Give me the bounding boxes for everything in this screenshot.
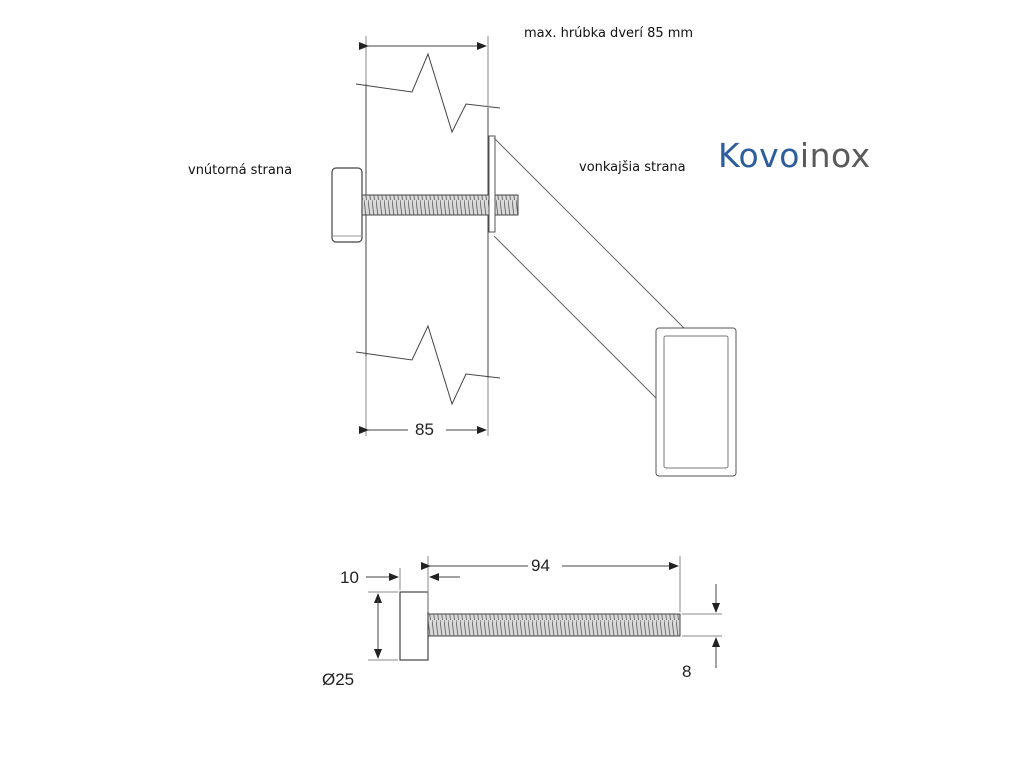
thread-diameter-value: 8: [682, 662, 692, 681]
head-thickness-value: 10: [340, 568, 359, 587]
screw-thread: [428, 614, 680, 636]
screw-head-inner: [332, 168, 362, 242]
outer-side-label: vonkajšia strana: [579, 160, 686, 175]
head-diameter-value: Ø25: [322, 670, 355, 689]
handle-profile: [656, 328, 736, 476]
door-section: [356, 36, 500, 436]
logo-part-inox: inox: [799, 136, 871, 175]
door-thickness-value: 85: [415, 420, 434, 439]
screw-detail: [400, 592, 680, 660]
kovoinox-logo: [718, 136, 871, 175]
screw-length-dimension: [428, 556, 680, 612]
logo-part-kovo: Kovo: [718, 136, 800, 175]
screw-length-value: 94: [531, 556, 550, 575]
max-door-thickness-label: max. hrúbka dverí 85 mm: [524, 26, 694, 41]
head-diameter-dimension: [368, 592, 398, 660]
thread-diameter-dimension: [682, 584, 722, 668]
head-thickness-dimension: [366, 568, 460, 590]
handle-base-plate: [489, 136, 495, 232]
inner-side-label: vnútorná strana: [188, 163, 293, 178]
